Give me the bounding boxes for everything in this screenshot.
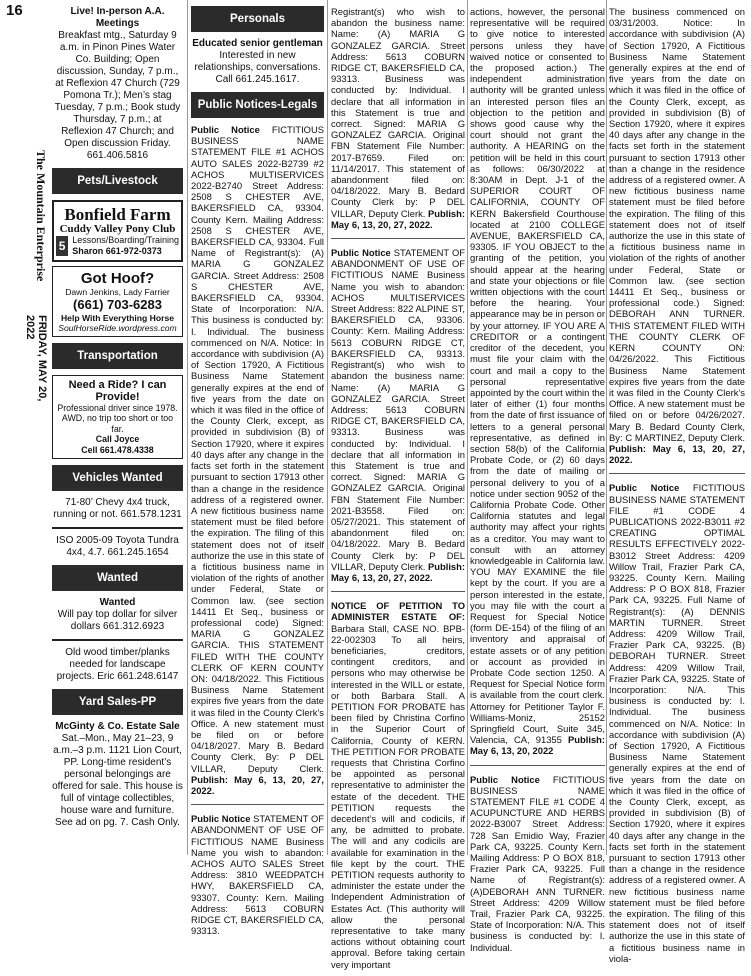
aa-body: Breakfast mtg., Saturday 9 a.m. in Pinon Pines Water Co. Building; Open discussion, Sunday, 7 p.m., at Reflexion 47 Church (729 Pomona Tr.); Men’s stag Tuesday, 7 p.m.; Book study Thursday, 7 p.m.; at Reflexion 47 Church; and Open discussion Friday. — [54, 30, 181, 149]
notice-lead: NOTICE OF PETITION TO ADMINISTER ESTATE OF: — [331, 600, 465, 623]
legal-notice — [191, 813, 324, 936]
vehicle-ad: ISO 2005-09 Toyota Tundra 4x4, 4.7. 661.245.1654 — [56, 535, 179, 559]
classifieds-column-2 — [191, 6, 324, 942]
notice-body: Registrant(s) who wish to abandon the business name: Name: (A) MARIA G GONZALEZ GARCIA. Street Address: 5613 COBURN RIDGE CT, BAKERSFIELD CA, 93313. Business was conducted by: Individual. I declare that all information in this Statement is true and correct. Signed: MARIA G GONZALEZ GARCIA. Original FBN Statement File Number: 2017-B7659. Filed on: 11/14/2017. This statement of abandonment filed on: 04/18/2022. Mary B. Bedard County Clerk by: P DEL VILLAR, Deputy Clerk. — [331, 6, 465, 219]
yard-sale-ad — [52, 721, 183, 829]
ride-ad — [52, 375, 183, 459]
page-number: 16 — [6, 2, 23, 19]
divider — [331, 591, 465, 592]
notice-publish: Publish: May 6, 13, 20, 2022 — [470, 734, 606, 757]
notice-body: STATEMENT OF ABANDONMENT OF USE OF FICTITIOUS NAME Business Name you wish to abandon: ACHOS AUTO SALES Street Address: 3810 WEEDPATCH HWY, BAKERSFIELD CA, 93307. County: Kern. Mailing Address: 5613 COBURN RIDGE CT, BAKERSFIELD CA, 93313. — [191, 813, 325, 937]
section-header-yard-sales: Yard Sales-PP — [52, 689, 183, 715]
classifieds-column-1 — [52, 6, 183, 829]
farrier-ad — [52, 266, 183, 337]
classifieds-column-5 — [609, 6, 745, 970]
notice-body: FICTITIOUS BUSINESS NAME STATEMENT FILE #1 CODE 4 ACUPUNCTURE AND HERBS 2022-B3007 Street Address: 728 San Emidio Way, Frazier Park CA, 93225. County Kern. Mailing Address: P O BOX 818, Frazier Park CA, 93225. Full Name of Registrant(s): (A)DEBORAH ANN TURNER. Street Address: 4209 Willow Trail, Frazier Park CA, 93225. State of Incorporation: N/A. This business is conducted by: I. Individual. — [470, 773, 605, 953]
personal-body: Interested in new relationships, conversations. Call 661.245.1617. — [194, 50, 321, 85]
vehicle-ad: 71-80’ Chevy 4x4 truck, running or not. 661.578.1231 — [53, 497, 182, 521]
legal-notice — [331, 6, 465, 230]
masthead: The Mountain Enterprise — [34, 150, 48, 282]
divider — [609, 473, 745, 474]
notice-body: The business commenced on 03/31/2003. Notice: In accordance with subdivision (A) of Section 17920, A Fictitious Business Name Statement generally expires at the end of five years from the date on which it was filed in the office of the County Clerk, except, as provided in subdivision (B) of Section 17920, where it expires 40 days after any change in the facts set forth in the statement pursuant to section 17913 other than a change in the residence address of a registered owner. A new fictitious business name statement must be filed before the expiration. The filing of this statement does not of itself authorize the use in this state of a fictitious business name in violation of the rights of another under Federal, State or Common law. (see section 14411 Et Seq., business or professional code.) Signed: DEBORAH ANN TURNER. THIS STATEMENT FILED WITH THE COUNTY CLERK OF KERN COUNTY ON: 04/26/2022. This Fictitious Business Name Statement expires five years from the date it was filed in the County Clerk’s Office. A new statement must be filed on or before 04/26/2027. Mary B. Bedard County Clerk, By: C MARTINEZ, Deputy Clerk. — [609, 6, 745, 443]
notice-body: FICTITIOUS BUSINESS NAME STATEMENT FILE #1 ACHOS AUTO SALES 2022-B2739 #2 ACHOS MULTISERVICES 2022-B2740 Street Address: 2508 S CHESTER AVE, BAKERSFIELD CA, 93304. County Kern. Mailing Address: 2508 S CHESTER AVE, BAKERSFIELD CA, 93304. Full Name of Registrant(s): (A) MARIA G GONZALEZ GARCIA. Street Address: 2508 S CHESTER AVE, BAKERSFIELD CA, 93304. State of Incorporation: N/A. This business is conducted by: I. Individual. The business commenced on N/A. Notice: In accordance with subdivision (A) of Section 17920, A Fictitious Business Name Statement generally expires at the end of five years from the date on which it was filed in the office of the County Clerk, except, as provided in subdivision (B) of Section 17920, where it expires 40 days after any change in the facts set forth in the statement pursuant to section 17913 other than a change in the residence address of a registered owner. A new fictitious business name statement must be filed before the expiration. The filing of this statement does not of itself authorize the use in this state of a fictitious business name in violation of the rights of another under Federal, State or Common law. (see section 14411 Et Seq., business or professional code) Signed: MARIA G GONZALEZ GARCIA. THIS STATEMENT FILED WITH THE COUNTY CLERK OF KERN COUNTY ON: 04/18/2022. This Fictitious Business Name Statement expires five years from the date it was filed in the County Clerk’s Office. A new statement must be filed on or before 04/18/2027. Mary B. Bedard County Clerk, By: P DEL VILLAR, Deputy Clerk. — [191, 124, 324, 774]
divider — [331, 238, 465, 239]
notice-publish: Publish: May 6, 13, 20, 27, 2022. — [191, 773, 324, 796]
notice-lead: Public Notice — [191, 813, 251, 825]
divider — [52, 527, 183, 529]
notice-body: actions, however, the personal representative will be required to give notice to interested persons unless they have waived notice or consented to the proposed action.) The independent administration authority will be granted unless an interested person files an objection to the petition and shows good cause why the court should not grant the authority. A HEARING on the petition will be held in this court as follows: 06/30/2022 at 8:30AM in Dept. J-1 of the SUPERIOR COURT OF CALIFORNIA, COUNTY OF KERN Bakersfield Courthouse located at 2100 COLLEGE AVENUE, BAKERSFIELD CA, 93305. IF YOU OBJECT to the granting of the petition, you should appear at the hearing and state your objections or file written objections with the court before the hearing. Your appearance may be in person or by your attorney. IF YOU ARE A CREDITOR or a contingent creditor of the decedent, you must file your claim with the court and mail a copy to the personal representative appointed by the court within the later of either (1) four months from the date of first issuance of letters to a general personal representative, as defined in section 58(b) of the California Probate Code, or (2) 60 days from the date of mailing or personal delivery to you of a notice under section 9052 of the California Probate Code. Other California statutes and legal authority may affect your rights as a creditor. You may want to consult with an attorney knowledgeable in California law. YOU MAY EXAMINE the file kept by the court. If you are a person interested in the estate, you may file with the court a Request for Special Notice (form DE-154) of the filing of an inventory and appraisal of estate assets or of any petition or account as provided in Probate Code section 1250. A Request for Special Notice form is available from the court clerk. Attorney for Petitioner Taylor F. Williams-Moniz, 25152 Springfield Court, Suite 345, Valencia, CA, 91355 — [470, 6, 605, 746]
farrier-name: Dawn Jenkins, Lady Farrier — [65, 287, 170, 297]
farrier-title: Got Hoof? — [80, 270, 155, 287]
section-header-pets: Pets/Livestock — [52, 168, 183, 194]
section-header-vehicles-wanted: Vehicles Wanted — [52, 465, 183, 491]
column-rule — [327, 0, 328, 855]
column-rule — [467, 0, 468, 855]
section-header-legals: Public Notices-Legals — [191, 92, 324, 118]
ride-title: Need a Ride? I can Provide! — [68, 379, 167, 403]
legal-notice — [191, 124, 324, 796]
notice-lead: Public Notice — [470, 773, 540, 785]
legal-notice — [470, 774, 605, 953]
notice-publish: Publish: May 6, 13, 20, 27, 2022. — [331, 560, 465, 583]
classifieds-column-3 — [331, 6, 465, 976]
divider — [52, 639, 183, 641]
section-header-personals: Personals — [191, 6, 324, 32]
column-rule — [606, 0, 607, 855]
notice-lead: Public Notice — [609, 482, 680, 494]
notice-body: Barbara Stall, CASE NO. BPB-22-002303 To all heirs, beneficiaries, creditors, contingent creditors, and persons who may otherwise be interested in the WILL or estate, or both Barbara Stall. A PETITION FOR PROBATE has been filed by Christina Corfino in the Superior Court of California, County of KERN. THE PETITION FOR PROBATE requests that Christina Corfino be appointed as personal representative to administer the estate of the decedent. THE PETITION requests the decedent’s will and codicils, if any, be admitted to probate. The will and any codicils are available for examination in the file kept by the court. THE PETITION requests authority to administer the estate under the Independent Administration of Estates Act. (This authority will allow the personal representative to take many actions without obtaining court approval. Before taking certain very important — [331, 622, 465, 970]
wanted-ad: Old wood timber/planks needed for landscape projects. Eric 661.248.6147 — [56, 647, 179, 683]
wanted-body: Will pay top dollar for silver dollars 661.312.6923 — [57, 609, 178, 633]
yard-sale-title: McGinty & Co. Estate Sale — [55, 721, 180, 733]
notice-lead: Public Notice — [331, 247, 391, 259]
notice-publish: Publish: May 6, 13, 20, 27, 2022. — [609, 442, 745, 466]
probate-notice — [470, 6, 605, 757]
legal-notice — [331, 247, 465, 583]
legal-notice — [609, 6, 745, 465]
legal-notice — [609, 482, 745, 964]
personal-title: Educated senior gentleman — [192, 38, 323, 49]
notice-publish: Publish: May 6, 13, 20, 27, 2022. — [331, 207, 465, 230]
classifieds-column-4 — [470, 6, 605, 959]
farm-services: Lessons/Boarding/Training — [72, 235, 179, 245]
farm-ad — [52, 200, 183, 262]
farm-contact: Sharon 661-972-0373 — [72, 246, 162, 256]
wanted-title: Wanted — [99, 597, 136, 609]
ride-phone: Cell 661.478.4338 — [81, 444, 154, 455]
divider — [470, 765, 605, 766]
notice-lead: Public Notice — [191, 124, 260, 135]
farm-subtitle: Cuddy Valley Pony Club — [59, 223, 176, 235]
notice-body: STATEMENT OF ABANDONMENT OF USE OF FICTITIOUS NAME Business Name you wish to abandon: ACHOS MULTISERVICES Street Address: 822 ALPINE ST, BAKERSFIELD CA, 93306. County: Kern. Mailing Address: 5613 COBURN RIDGE CT, BAKERSFIELD CA, 93313. Registrant(s) who wish to abandon the business name: Name: (A) MARIA G GONZALEZ GARCIA. Street Address: 5613 COBURN RIDGE CT, BAKERSFIELD CA, 93313. Business was conducted by: Individual. I declare that all information in this Statement is true and correct. Signed: MARIA G GONZALEZ GARCIA. Original FBN Statement File Number: 2021-B3558. Filed on: 05/27/2021. This statement of abandonment filed on: 04/18/2022. Mary B. Bedard County Clerk by: P DEL VILLAR, Deputy Clerk. — [331, 247, 465, 572]
aa-meetings-ad — [52, 6, 183, 162]
farm-logo-icon: 5 — [56, 236, 68, 256]
notice-body: FICTITIOUS BUSINESS NAME STATEMENT FILE #1 CODE 4 PUBLICATIONS 2022-B3011 #2 CREATING OPTIMAL RESULTS EFFECTIVELY 2022-B3012 Street Address: 4209 Willow Trail, Frazier Park CA, 93225. County Kern. Mailing Address: P O BOX 818, Frazier Park CA, 93225. Full Name of Registrant(s): (A) DENNIS MARTIN TURNER. Street Address: 4209 Willow Trail, Frazier Park CA, 93225. (B) DEBORAH TURNER. Street Address: 4209 Willow Trail, Frazier Park CA, 93225. State of Incorporation: N/A. This business is conducted by: I. Individual. The business commenced on N/A. Notice: In accordance with subdivision (A) of Section 17920, A Fictitious Business Name Statement generally expires at the end of five years from the date on which it was filed in the office of the County Clerk, except, as provided in subdivision (B) of Section 17920, where it expires 40 days after any change in the facts set forth in the statement pursuant to section 17913 other than a change in the residence address of a registered owner. A new fictitious business name statement must be filed before the expiration. The filing of this statement does not of itself authorize the use in this state of a fictitious business name in viola- — [609, 482, 745, 964]
issue-date: FRIDAY, MAY 20, 2022 — [24, 315, 48, 402]
ride-body: Professional driver since 1978. AWD, no trip too short or too far. — [57, 403, 178, 434]
section-header-transportation: Transportation — [52, 343, 183, 369]
aa-title: Live! In-person A.A. Meetings — [70, 6, 165, 29]
probate-notice — [331, 600, 465, 970]
section-header-wanted: Wanted — [52, 565, 183, 591]
personal-ad — [191, 38, 324, 86]
farm-title: Bonfield Farm — [64, 205, 171, 224]
farrier-phone: (661) 703-6283 — [73, 297, 162, 312]
ride-contact: Call Joyce — [95, 434, 140, 445]
farrier-tagline: Help With Everything Horse — [60, 313, 175, 323]
aa-phone: 661.406.5816 — [86, 150, 149, 161]
divider — [191, 804, 324, 805]
farrier-site: SoulHorseRide.wordpress.com — [58, 323, 177, 333]
wanted-ad — [52, 597, 183, 633]
yard-sale-body: Sat.–Mon., May 21–23, 9 a.m.–3 p.m. 1121 Lion Court, PP. Long-time resident’s personal belongings are offered for sale. This house is full of vintage collectibles, house ware and furniture. See ad on pg. 7. Cash Only. — [52, 733, 183, 829]
column-rule — [187, 0, 188, 855]
